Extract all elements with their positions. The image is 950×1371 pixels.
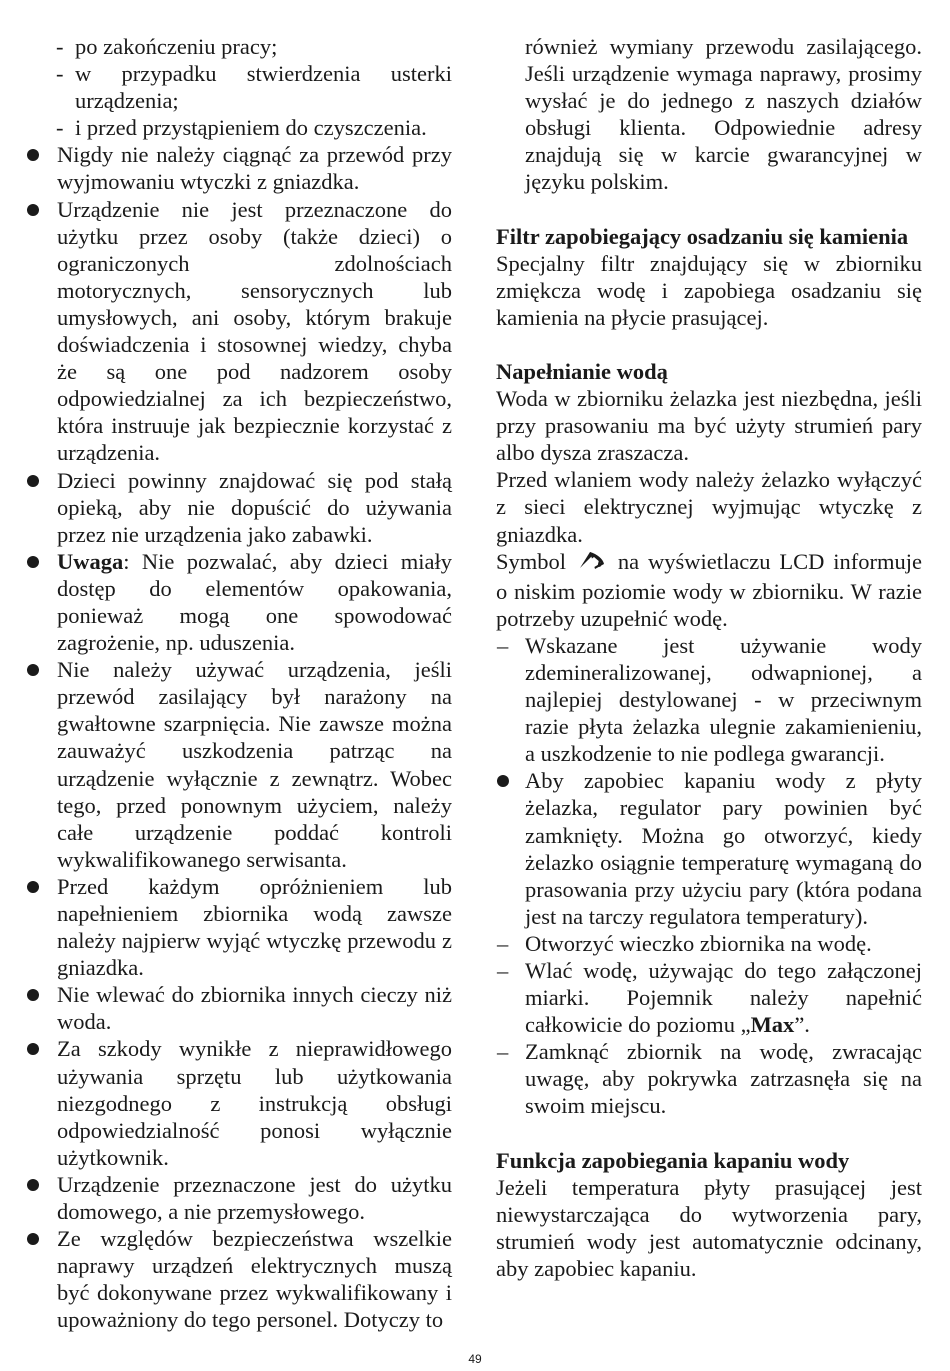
section-heading-fill: Napełnianie wodą xyxy=(496,358,668,384)
fill-symbol-paragraph xyxy=(496,548,922,632)
symbol-text-before: Symbol xyxy=(496,548,567,574)
dash-marker: - xyxy=(56,61,64,87)
continuation-text: również wymiany przewodu zasilającego. Jeśli urządzenie wymaga naprawy, prosimy wysłać je do jednego z naszych działów obsługi klienta. Odpowiednie adresy znajdują się w karcie gwarancyjnej w języku polskim. xyxy=(525,34,922,195)
bullet-icon xyxy=(27,1043,39,1055)
list-item xyxy=(26,33,452,60)
bullet-icon xyxy=(27,881,39,893)
list-item-text xyxy=(525,957,922,1038)
bullet-icon xyxy=(27,556,39,568)
page-number: 49 xyxy=(468,1352,482,1366)
list-item xyxy=(26,114,452,141)
left-column xyxy=(26,33,452,1334)
bullet-icon xyxy=(27,475,39,487)
symbol-text-after: na wyświetlaczu LCD informuje o niskim poziomie wody w zbiorniku. W razie potrzeby uzupełnić wodę. xyxy=(496,548,923,631)
warning-text xyxy=(57,548,452,656)
list-item-text: Dzieci powinny znajdować się pod stałą opieką, aby nie dopuścić do używania przez nie urządzenia jako zabawki. xyxy=(57,467,452,547)
list-item-text: i przed przystąpieniem do czyszczenia. xyxy=(75,115,427,141)
list-item-text: Urządzenie przeznaczone jest do użytku domowego, a nie przemysłowego. xyxy=(57,1171,452,1225)
list-item-text: Aby zapobiec kapaniu wody z płyty żelazka, regulator pary powinien być zamknięty. Można go otworzyć, kiedy żelazko osiągnie temperaturę wymaganą do prasowania przy użyciu pary (która podana jest na tarczy regulatora temperatury). xyxy=(525,768,922,929)
section-heading-antidrip: Funkcja zapobiegania kapaniu wody xyxy=(496,1147,850,1173)
right-column xyxy=(496,33,922,1282)
dash-marker: - xyxy=(56,34,64,59)
list-item xyxy=(26,1225,452,1333)
section-text-antidrip: Jeżeli temperatura płyty prasującej jest niewystarczająca do wytworzenia pary, strumień wody jest automatycznie odcinany, aby zapobiec kapaniu. xyxy=(496,1174,922,1281)
list-item-text: po zakończeniu pracy; xyxy=(75,34,278,59)
section-text-filter: Specjalny filtr znajdujący się w zbiorniku zmiękcza wodę i zapobiega osadzaniu się kamienia na płycie prasującej. xyxy=(496,250,922,330)
list-item xyxy=(26,467,452,548)
list-item-text: Za szkody wynikłe z nieprawidłowego używania sprzętu lub użytkowania niezgodnego z instrukcją obsługi odpowiedzialność ponosi wyłącznie użytkownik. xyxy=(57,1036,452,1170)
dash-marker: – xyxy=(497,958,509,983)
water-drop-tank-icon xyxy=(577,548,607,578)
dash-marker: – xyxy=(497,632,509,658)
bullet-icon xyxy=(27,149,39,161)
list-item xyxy=(26,141,452,195)
list-item-text: Przed każdym opróżnieniem lub napełnieniem zbiornika wodą zawsze należy najpierw wyjąć wtyczkę przewodu z gniazdka. xyxy=(57,873,452,981)
bullet-icon xyxy=(27,1179,39,1191)
bullet-icon xyxy=(27,989,39,1001)
list-item-text: Nie wlewać do zbiornika innych cieczy niż woda. xyxy=(57,982,452,1035)
list-item-text: w przypadku stwierdzenia usterki urządzenia; xyxy=(75,61,452,114)
dash-marker: - xyxy=(56,115,64,141)
list-item-text: Ze względów bezpieczeństwa wszelkie naprawy urządzeń elektrycznych muszą być dokonywane przez wykwalifikowany i upoważniony do tego personel. Dotyczy to xyxy=(57,1226,452,1333)
fill-instruction-text: Wlać wodę, używając do tego załączonej miarki. Pojemnik należy napełnić całkowicie do poziomu „ xyxy=(525,958,922,1038)
list-item xyxy=(26,1035,452,1170)
list-item xyxy=(26,873,452,981)
bullet-icon xyxy=(27,1233,39,1245)
list-item-text: Urządzenie nie jest przeznaczone do użytku przez osoby (także dzieci) o ograniczonych zdolnościach motorycznych, sensorycznych lub umysłowych, ani osoby, którym brakuje doświadczenia i stosownej wiedzy, chyba że są one pod nadzorem osoby odpowiedzialnej za ich bezpieczeństwo, która instruuje jak bezpiecznie korzystać z urządzenia. xyxy=(57,196,452,466)
list-item xyxy=(26,656,452,873)
list-item-text: Zamknąć zbiornik na wodę, zwracając uwagę, aby pokrywka zatrzasnęła się na swoim miejscu. xyxy=(525,1039,922,1119)
dash-marker: – xyxy=(497,1039,509,1065)
warning-body: : Nie pozwalać, aby dzieci miały dostęp do elementów opakowania, ponieważ mogą one spowodować zagrożenie, np. uduszenia. xyxy=(57,548,452,656)
list-item xyxy=(496,957,922,1038)
dash-marker: – xyxy=(497,930,509,956)
list-item xyxy=(26,196,452,467)
fill-paragraph-2: Przed wlaniem wody należy żelazko wyłączyć z sieci elektrycznej wyjmując wtyczkę z gniazdka. xyxy=(496,467,922,547)
bullet-icon xyxy=(27,204,39,216)
list-item-text: Wskazane jest używanie wody zdemineralizowanej, odwapnionej, a najlepiej destylowanej - w przeciwnym razie płyta żelazka ulegnie zakamienieniu, a uszkodzenie to nie podlega gwarancji. xyxy=(525,632,922,767)
list-item xyxy=(496,767,922,930)
max-label: Max xyxy=(750,1012,795,1038)
bullet-icon xyxy=(27,664,39,676)
list-item xyxy=(26,60,452,114)
list-item-text: Nigdy nie należy ciągnąć za przewód przy wyjmowaniu wtyczki z gniazdka. xyxy=(57,142,452,195)
list-item xyxy=(496,632,922,767)
section-heading-filter: Filtr zapobiegający osadzaniu się kamienia xyxy=(496,223,909,249)
list-item-warning xyxy=(26,548,452,656)
bullet-icon xyxy=(497,775,509,787)
list-item-text: Otworzyć wieczko zbiornika na wodę. xyxy=(525,930,872,956)
list-item xyxy=(26,1171,452,1225)
fill-paragraph-1: Woda w zbiorniku żelazka jest niezbędna, jeśli przy prasowaniu ma być użyty strumień pary albo dysza zraszacza. xyxy=(496,386,922,466)
list-item xyxy=(496,930,922,957)
list-item xyxy=(26,981,452,1035)
list-item-text: Nie należy używać urządzenia, jeśli przewód zasilający był narażony na gwałtowne szarpnięcia. Nie zawsze można zauważyć uszkodzenia patrząc na urządzenie wyłącznie z zewnątrz. Wobec tego, przed ponownym użyciem, należy całe urządzenie poddać kontroli wykwalifikowanego serwisanta. xyxy=(57,657,452,872)
list-item xyxy=(496,1038,922,1119)
fill-instruction-end: ”. xyxy=(794,1012,810,1038)
warning-label: Uwaga xyxy=(57,548,124,574)
